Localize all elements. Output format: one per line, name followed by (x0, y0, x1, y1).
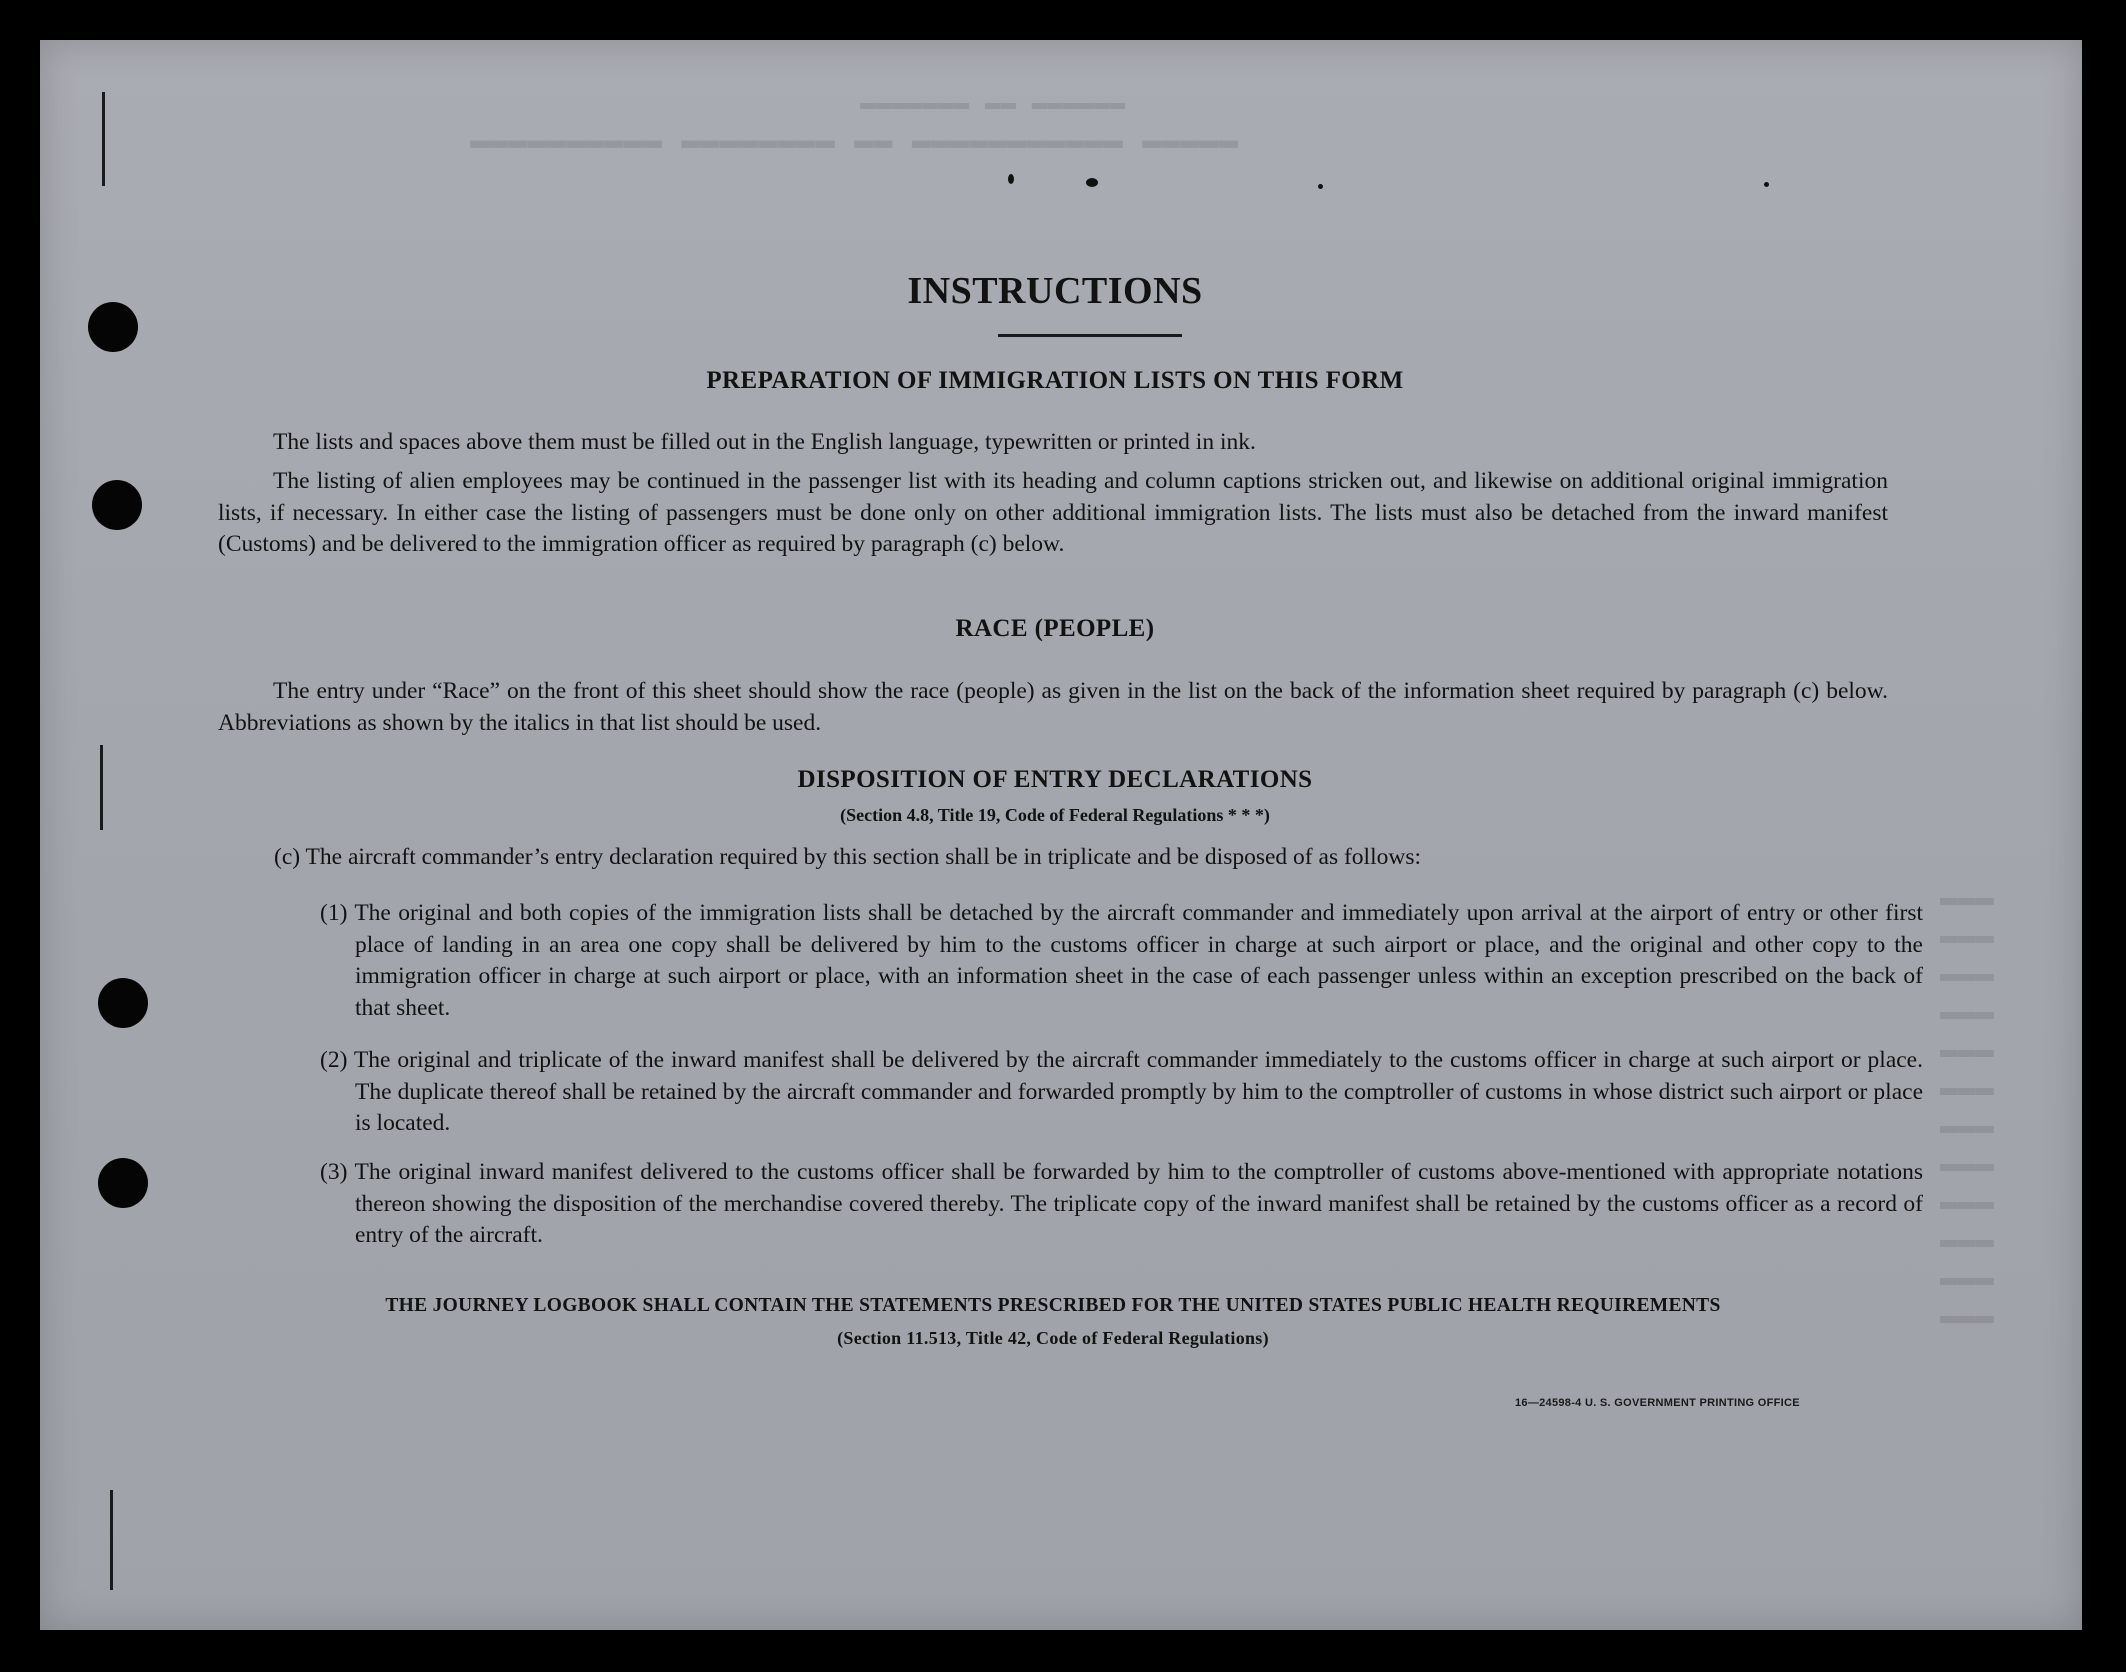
document-page (40, 40, 2082, 1630)
disposition-item-1: (1) The original and both copies of the immigration lists shall be detached by the aircraft commander and immediately upon arrival at the airport of entry or other first place of landing in an area one copy shall be delivered by him to the customs officer in charge at such airport or place, and the original and other copy to the immigration officer in charge at such airport or place, with an information sheet in the case of each passenger unless within an exception prescribed on the back of that sheet. (320, 900, 1923, 1021)
page-title: INSTRUCTIONS (907, 270, 1203, 312)
speck (1086, 178, 1098, 187)
section-heading-preparation: PREPARATION OF IMMIGRATION LISTS ON THIS FORM (706, 367, 1404, 394)
section-heading-disposition: DISPOSITION OF ENTRY DECLARATIONS (797, 766, 1313, 793)
disposition-citation: (Section 4.8, Title 19, Code of Federal Regulations * * *) (840, 805, 1270, 825)
punch-hole (98, 1158, 148, 1208)
footer-requirement: THE JOURNEY LOGBOOK SHALL CONTAIN THE STATEMENTS PRESCRIBED FOR THE UNITED STATES PUBLIC HEALTH REQUIREMENTS (385, 1295, 1721, 1316)
punch-hole (98, 978, 148, 1028)
footer-citation: (Section 11.513, Title 42, Code of Federal Regulations) (837, 1328, 1269, 1348)
section-heading-race: RACE (PEOPLE) (955, 615, 1155, 642)
disposition-item-3: (3) The original inward manifest delivered to the customs officer shall be forwarded by him to the comptroller of customs above-mentioned with appropriate notations thereon showing the disposition of the merchandise covered thereby. The triplicate copy of the inward manifest shall be retained by the customs officer as a record of entry of the aircraft. (320, 1159, 1923, 1248)
punch-hole (92, 480, 142, 530)
printing-office-code: 16—24598-4 U. S. GOVERNMENT PRINTING OFFICE (1515, 1397, 1800, 1409)
disposition-item-2: (2) The original and triplicate of the inward manifest shall be delivered by the aircraft commander immediately to the customs officer in charge at such airport or place. The duplicate thereof shall be retained by the aircraft commander and forwarded promptly by him to the comptroller of customs in whose district such airport or place is located. (320, 1047, 1923, 1136)
margin-mark (102, 92, 105, 186)
paragraph-preparation-1: The lists and spaces above them must be filled out in the English language, typewritten or printed in ink. (273, 429, 1256, 455)
paragraph-race: The entry under “Race” on the front of this sheet should show the race (people) as given in the list on the back of the information sheet required by paragraph (c) below. Abbreviations as shown by the italics in that list should be used. (218, 678, 1888, 736)
disposition-intro: (c) The aircraft commander’s entry declaration required by this section shall be in triplicate and be disposed of as follows: (274, 844, 1421, 870)
speck (1318, 184, 1323, 189)
title-underline (998, 334, 1182, 337)
speck (1008, 174, 1014, 184)
bleed-through-header: ▬▬▬▬▬▬ ▬▬ ▬▬▬▬▬▬▬ (860, 88, 1126, 118)
paragraph-preparation-2: The listing of alien employees may be continued in the passenger list with its heading and column captions stricken out, and likewise on additional original immigration lists, if necessary. In either case the listing of passengers must be done only on other additional immigration lists. The lists must also be detached from the inward manifest (Customs) and be delivered to the immigration officer as required by paragraph (c) below. (218, 468, 1888, 557)
bleed-through-names: ▬▬▬ ▬▬▬ ▬▬▬ ▬▬▬ ▬▬▬ ▬▬▬ ▬▬▬ ▬▬▬ ▬▬▬ ▬▬▬ ▬▬▬ ▬▬▬ (1940, 882, 1995, 1334)
speck (1764, 182, 1769, 187)
bleed-through-header: ▬▬▬▬▬ ▬▬▬▬▬▬▬▬▬▬▬ ▬▬ ▬▬▬▬▬▬▬▬ ▬▬▬▬▬▬▬▬▬▬ (470, 122, 1239, 159)
margin-mark (110, 1490, 113, 1590)
